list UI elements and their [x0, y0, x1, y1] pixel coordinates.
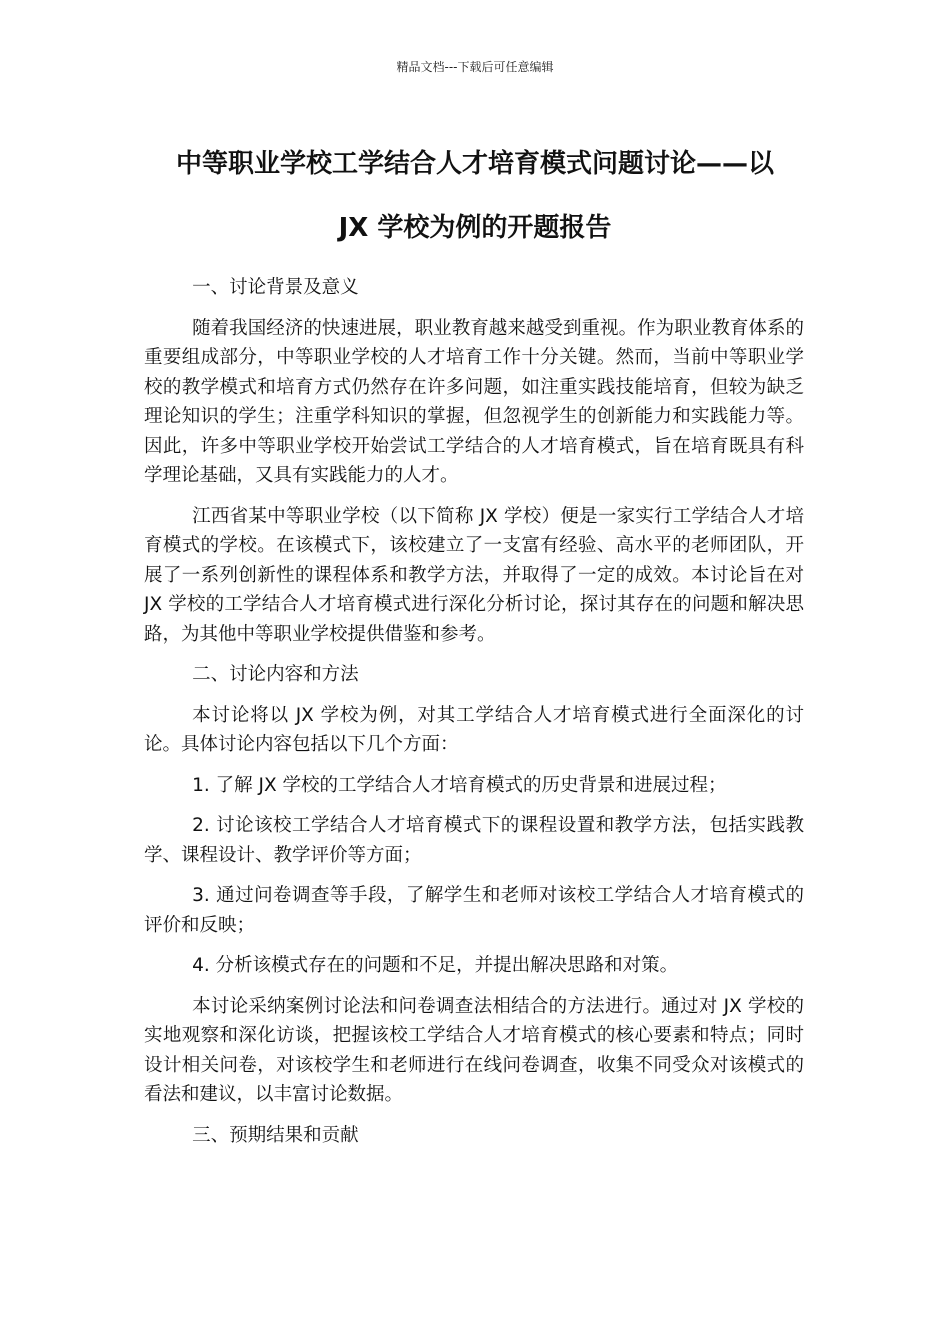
section-2-heading: 二、讨论内容和方法 — [192, 664, 359, 685]
section-2-paragraph-1: 本讨论将以 JX 学校为例，对其工学结合人才培育模式进行全面深化的讨论。具体讨论内容包括以下几个方面： — [144, 704, 804, 755]
section-3-heading: 三、预期结果和贡献 — [192, 1124, 359, 1146]
section-2-list-item-2: 2. 讨论该校工学结合人才培育模式下的课程设置和教学方法，包括实践教学、课程设计、教学评价等方面； — [144, 815, 804, 866]
title-line-1: 中等职业学校工学结合人才培育模式问题讨论——以 — [175, 149, 774, 179]
document-body — [144, 273, 804, 1161]
section-2-list-item-1: 1. 了解 JX 学校的工学结合人才培育模式的历史背景和进展过程； — [192, 774, 727, 796]
title-line-2: JX 学校为例的开题报告 — [338, 213, 612, 243]
section-1-heading: 一、讨论背景及意义 — [192, 277, 359, 298]
section-2-list-item-3: 3. 通过问卷调查等手段，了解学生和老师对该校工学结合人才培育模式的评价和反映； — [144, 885, 804, 936]
section-1-paragraph-1: 随着我国经济的快速进展，职业教育越来越受到重视。作为职业教育体系的重要组成部分，中等职业学校的人才培育工作十分关键。然而，当前中等职业学校的教学模式和培育方式仍然存在许多问题，如注重实践技能培育，但较为缺乏理论知识的学生；注重学科知识的掌握，但忽视学生的创新能力和实践能力等。因此，许多中等职业学校开始尝试工学结合的人才培育模式，旨在培育既具有科学理论基础，又具有实践能力的人才。 — [144, 317, 804, 486]
section-2-list-item-4: 4. 分析该模式存在的问题和不足，并提出解决思路和对策。 — [192, 955, 679, 976]
header-note: 精品文档---下载后可任意编辑 — [396, 60, 554, 74]
section-2-paragraph-2: 本讨论采纳案例讨论法和问卷调查法相结合的方法进行。通过对 JX 学校的实地观察和深化访谈，把握该校工学结合人才培育模式的核心要素和特点；同时设计相关问卷，对该校学生和老师进行在线问卷调查，收集不同受众对该模式的看法和建议，以丰富讨论数据。 — [144, 995, 804, 1105]
document-title — [120, 132, 830, 260]
section-1-paragraph-2: 江西省某中等职业学校（以下简称 JX 学校）便是一家实行工学结合人才培育模式的学校。在该模式下，该校建立了一支富有经验、高水平的老师团队，开展了一系列创新性的课程体系和教学方法，并取得了一定的成效。本讨论旨在对 JX 学校的工学结合人才培育模式进行深化分析讨论，探讨其存在的问题和解决思路，为其他中等职业学校提供借鉴和参考。 — [144, 505, 804, 645]
